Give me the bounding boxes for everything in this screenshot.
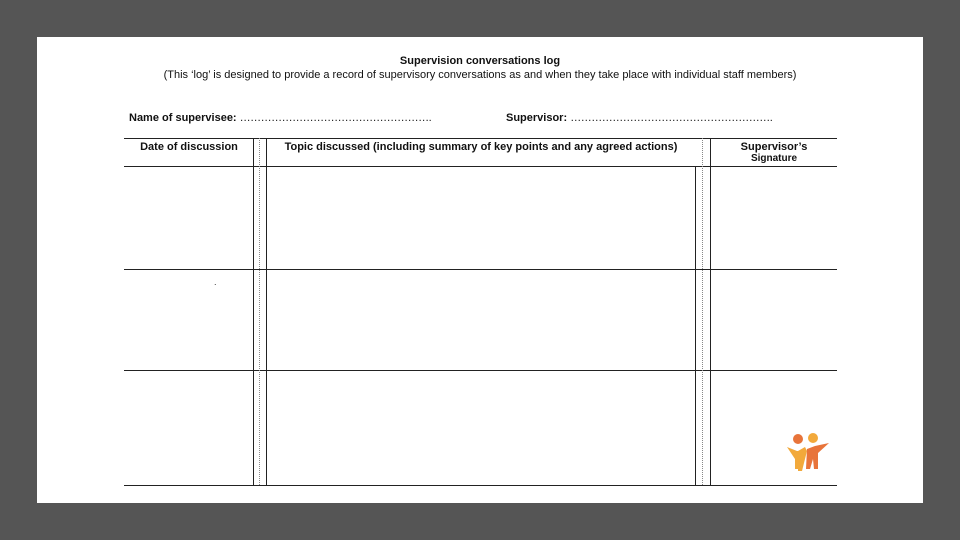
table-bottom-border xyxy=(124,485,837,486)
document-title: Supervision conversations log xyxy=(399,55,561,67)
dotted-gap-left xyxy=(259,138,260,485)
people-logo-icon xyxy=(785,433,831,473)
row-1-topic-cell[interactable] xyxy=(267,167,694,268)
row-2-date-cell[interactable] xyxy=(125,270,252,369)
header-date: Date of discussion xyxy=(140,141,238,153)
document-subtitle: (This ‘log’ is designed to provide a record of supervisory conversations as and when they take place with individual staff members) xyxy=(163,69,797,81)
header-signature-line2: Signature xyxy=(750,153,798,164)
supervisee-field[interactable] xyxy=(129,112,431,124)
dotted-gap-right xyxy=(702,138,703,485)
header-signature-line1: Supervisor’s xyxy=(740,141,808,153)
supervisee-blank: ………………………………………………. xyxy=(239,112,432,124)
header-topic: Topic discussed (including summary of key points and any agreed actions) xyxy=(284,141,678,153)
table-top-border xyxy=(124,138,837,139)
supervisor-label: Supervisor: xyxy=(506,112,568,124)
supervisor-blank: …………………………………………………. xyxy=(570,112,773,124)
row-1-date-cell[interactable] xyxy=(125,167,252,268)
supervisee-label: Name of supervisee: xyxy=(129,112,237,124)
supervisor-field[interactable] xyxy=(506,112,772,124)
stray-mark: . xyxy=(214,277,217,287)
row-2-signature-cell[interactable] xyxy=(711,270,837,369)
row-2-topic-cell[interactable] xyxy=(267,270,694,369)
row-3-date-cell[interactable] xyxy=(125,371,252,484)
col-divider-date-right xyxy=(253,138,254,485)
row-3-topic-cell[interactable] xyxy=(267,371,694,484)
col-divider-topic-right xyxy=(695,166,696,485)
header-signature xyxy=(711,141,837,164)
row-1-signature-cell[interactable] xyxy=(711,167,837,268)
document-page xyxy=(37,37,923,503)
